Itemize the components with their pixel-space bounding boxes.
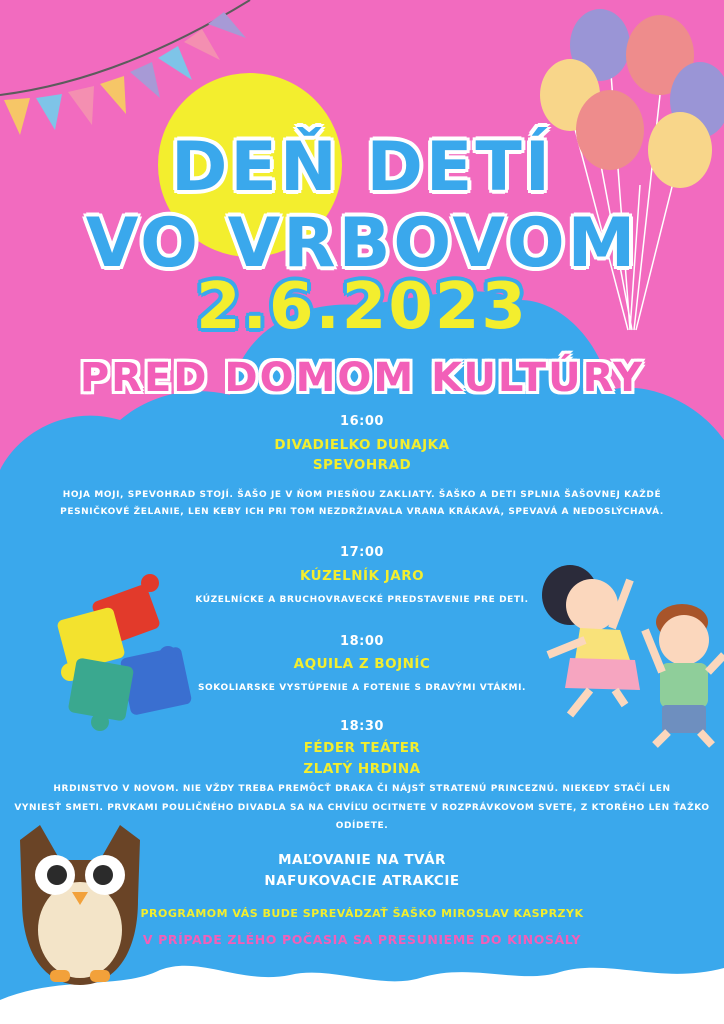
program-desc-2: KÚZELNÍCKE A BRUCHOVRAVECKÉ PREDSTAVENIE PRE DETI.	[195, 595, 529, 605]
program-desc-3: SOKOLIARSKE VYSTÚPENIE A FOTENIE S DRAVÝMI VTÁKMI.	[197, 683, 527, 693]
program-desc-4-line3: ODÍDETE.	[335, 821, 389, 831]
program-desc-1-line2: PESNIČKOVÉ ŽELANIE, LEN KEBY ICH PRI TOM NEZDRŽIAVALA VRANA KRÁKAVÁ, SPEVAVÁ A NEDOSLÝCHAVÁ.	[60, 507, 664, 517]
program-time-1: 16:00	[340, 414, 384, 429]
program-desc-1-line1: HOJA MOJI, SPEVOHRAD STOJÍ. ŠAŠO JE V ŇOM PIESŇOU ZAKLIATY. ŠAŠKO A DETI SPLNIA ŠAŠOVNEJ KAŽDÉ	[62, 490, 662, 500]
title-line-1: DEŇ DETÍ	[170, 128, 554, 207]
guide-note: PROGRAMOM VÁS BUDE SPREVÁDZAŤ ŠAŠKO MIROSLAV KASPRZYK	[140, 907, 584, 920]
program-act-1-line2: SPEVOHRAD	[312, 457, 412, 473]
program-time-3: 18:00	[340, 634, 384, 649]
program-time-2: 17:00	[340, 545, 384, 560]
program-desc-4-line2: VYNIESŤ SMETI. PRVKAMI POULIČNÉHO DIVADLA SA NA CHVÍĽU OCITNETE V ROZPRÁVKOVOM SVETE, Z KTORÉHO LEN ŤAŽKO	[14, 803, 710, 813]
title-line-2: VO VRBOVOM	[85, 204, 639, 283]
program-act-2: KÚZELNÍK JARO	[299, 568, 425, 584]
program-act-1-line1: DIVADIELKO DUNAJKA	[274, 437, 450, 453]
extra-face-painting: MAĽOVANIE NA TVÁR	[278, 852, 446, 868]
program-act-4-line1: FÉDER TEÁTER	[303, 740, 421, 756]
program-act-3: AQUILA Z BOJNÍC	[293, 656, 431, 672]
program-desc-4-line1: HRDINSTVO V NOVOM. NIE VŽDY TREBA PREMÔCŤ DRAKA ČI NÁJSŤ STRATENÚ PRINCEZNÚ. NIEKEDY STAČÍ LEN	[53, 784, 671, 794]
program-act-4-line2: ZLATÝ HRDINA	[303, 761, 421, 777]
weather-note: V PRÍPADE ZLÉHO POČASIA SA PRESUNIEME DO KINOSÁLY	[142, 932, 582, 947]
event-venue: PRED DOMOM KULTÚRY	[79, 355, 645, 401]
event-date: 2.6.2023	[196, 270, 528, 344]
extra-inflatables: NAFUKOVACIE ATRAKCIE	[264, 873, 460, 889]
program-time-4: 18:30	[340, 719, 384, 734]
